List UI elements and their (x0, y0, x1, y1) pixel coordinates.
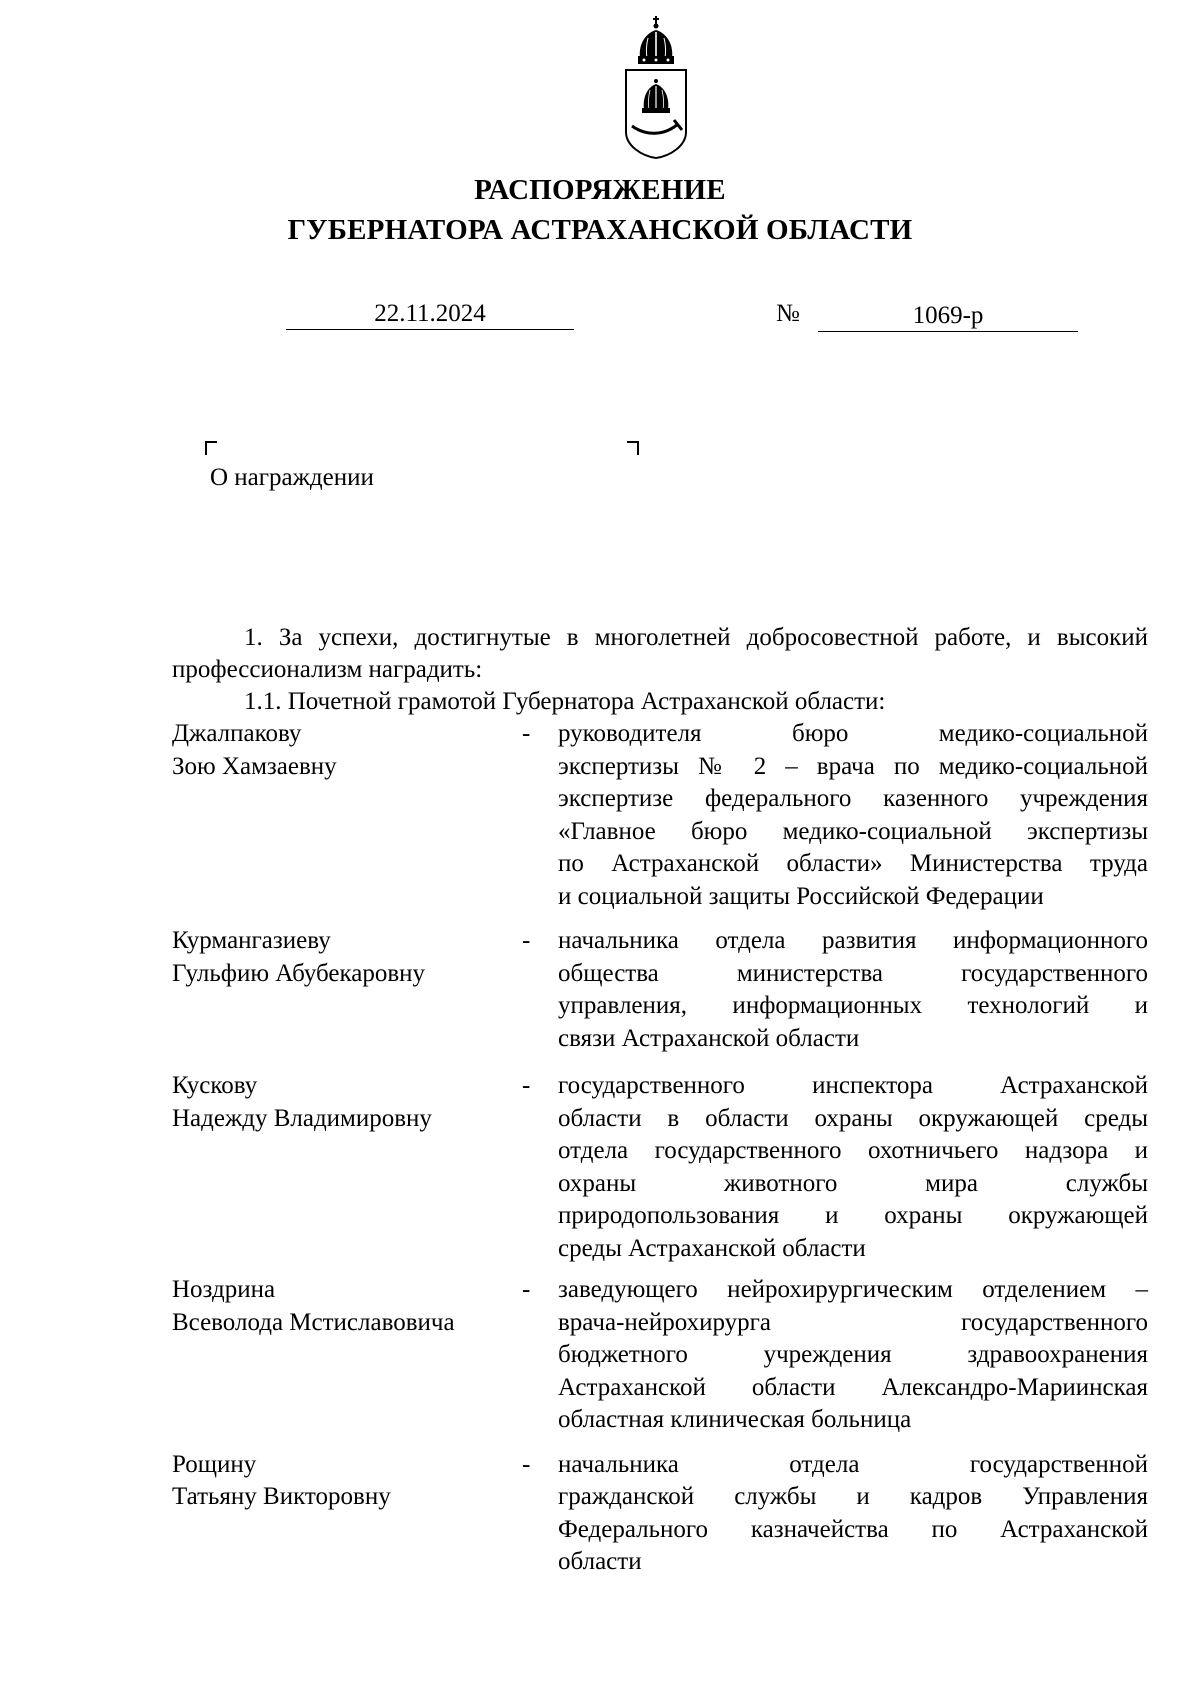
paragraph-1: 1. За успехи, достигнутые в многолетней добросовестной работе, и высокий профессионализм наградить: (172, 624, 1148, 683)
document-type-title: РАСПОРЯЖЕНИЕ (474, 174, 726, 206)
awardee-dash: - (522, 1276, 531, 1303)
paragraph-1-1: 1.1. Почетной грамотой Губернатора Астраханской области: (244, 688, 886, 715)
awardee-position: руководителя бюро медико-социальной экспертизы № 2 – врача по медико-социальной экспертизе федерального казенного учреждения «Главное бюро медико-социальной экспертизы по Астраханской области» Министерства труда и социальной защиты Российской Федерации (558, 720, 1148, 910)
awardee-entry (172, 1274, 1148, 1437)
awardee-position: начальника отдела государственной гражданской службы и кадров Управления Федерального казначейства по Астраханской области (558, 1450, 1148, 1575)
subject-corner-left (205, 441, 217, 455)
awardee-dash: - (522, 1072, 531, 1099)
awardee-position: начальника отдела развития информационного общества министерства государственного управления, информационных технологий и связи Астраханской области (558, 927, 1148, 1052)
awardee-dash: - (522, 720, 531, 747)
astrakhan-coat-of-arms-icon (620, 14, 692, 160)
awardee-name: Джалпакову Зою Хамзаевну (172, 720, 337, 780)
awardee-name: Кускову Надежду Владимировну (172, 1072, 432, 1132)
awardee-entry (172, 925, 1148, 1055)
awardee-dash: - (522, 927, 531, 954)
issuer-title: ГУБЕРНАТОРА АСТРАХАНСКОЙ ОБЛАСТИ (287, 214, 913, 246)
awardees-list (172, 718, 1148, 1579)
subject-corner-right (627, 441, 639, 455)
awardee-entry (172, 1070, 1148, 1265)
awardee-name: Курмангазиеву Гульфию Абубекаровну (172, 927, 426, 987)
document-subject: О награждении (210, 464, 374, 491)
awardee-position: государственного инспектора Астраханской области в области охраны окружающей среды отдела государственного охотничьего надзора и охраны животного мира службы природопользования и охраны окружающей среды Астраханской области (558, 1072, 1148, 1262)
awardee-dash: - (522, 1450, 531, 1478)
awardee-name: Ноздрина Всеволода Мстиславовича (172, 1276, 455, 1336)
number-sign: № (776, 300, 800, 327)
awardee-position: заведующего нейрохирургическим отделением – врача-нейрохирурга государственного бюджетного учреждения здравоохранения Астраханской области Александро-Мариинская областная клиническая больница (558, 1276, 1148, 1433)
awardee-entry (172, 1449, 1148, 1579)
awardee-name: Рощину Татьяну Викторовну (172, 1450, 391, 1510)
document-date: 22.11.2024 (286, 299, 574, 330)
awardee-entry (172, 718, 1148, 913)
document-number: 1069-р (818, 301, 1078, 332)
